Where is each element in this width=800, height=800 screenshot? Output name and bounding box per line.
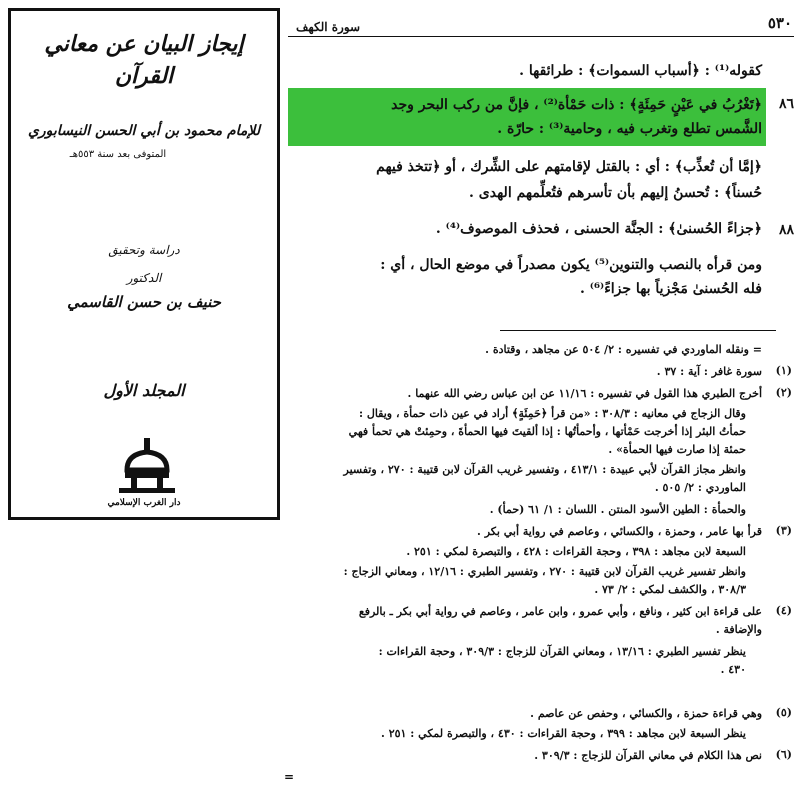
main-text-line: ﴿جزاءً الحُسنىٰ﴾ : الجنَّة الحسنى ، فحذف الموصوف⁽⁴⁾ . (435, 221, 762, 237)
footnote-line: والحمأة : الطين الأسود المنتن . اللسان : ١/ ٦١ (حمأ) . (489, 503, 746, 516)
cover-author: للإمام محمود بن أبي الحسن النيسابوري (27, 123, 261, 139)
continuation-mark: = (284, 770, 295, 784)
book-cover (8, 8, 280, 520)
footnote-line: حمئة إذا صارت فيها الحمأة» . (608, 443, 746, 456)
footnote-line: سورة غافر : آية : ٣٧ . (656, 365, 762, 378)
publisher-logo-icon (115, 436, 179, 494)
page-number: ٥٣٠ (767, 14, 792, 32)
footnote-number: (٦) (775, 748, 792, 761)
verse-number: ٨٨ (778, 222, 794, 238)
footnote-line: السبعة لابن مجاهد : ٣٩٨ ، وحجة القراءات : ٤٢٨ ، والتبصرة لمكي : ٢٥١ . (406, 545, 746, 558)
footnote-line: حمأتُ البئر إذا أخرجت حَمْأتها ، وأحمأتُها : إذا ألقيتَ فيها الحمأةَ ، وحمِئتْ هي تحمأ فهي (348, 425, 746, 438)
main-text-line: ﴿إمَّا أن تُعذِّب﴾ : أي : بالقتل لإقامتهم على الشِّرك ، أو ﴿تتخذ فيهم (376, 159, 762, 175)
footnote-number: (٤) (775, 604, 792, 617)
main-text-line: فله الحُسنىٰ مَجْزياً بها جزاءً⁽⁶⁾ . (579, 281, 762, 297)
footnote-line: نص هذا الكلام في معاني القرآن للزجاج : ٣٠٩/٣ . (534, 749, 762, 762)
main-text-line: ﴿تَغْرُبُ في عَيْنٍ حَمِئَةٍ﴾ : ذات حَمْأة⁽²⁾ ، فإنَّ من ركب البحر وجد (391, 97, 762, 113)
footnote-line: ينظر السبعة لابن مجاهد : ٣٩٩ ، وحجة القراءات : ٤٣٠ ، والتبصرة لمكي : ٢٥١ . (381, 727, 746, 740)
surah-name: سورة الكهف (296, 20, 361, 34)
verse-number: ٨٦ (778, 96, 794, 112)
footnote-line: ٤٣٠ . (720, 663, 746, 676)
footnote-number: (١) (775, 364, 792, 377)
footnote-line: على قراءة ابن كثير ، ونافع ، وأبي عمرو ، وابن عامر ، وعاصم في رواية أبي بكر ـ بالرفع (358, 605, 762, 618)
footnote-number: (٥) (775, 706, 792, 719)
cover-title: إيجاز البيان عن معاني القرآن (44, 31, 244, 89)
cover-doctor-label: الدكتور (126, 271, 162, 285)
footnote-line: أخرج الطبري هذا القول في تفسيره : ١١/١٦ عن ابن عباس رضي الله عنهما . (407, 387, 762, 400)
footnote-line: وهي قراءة حمزة ، والكسائي ، وحفص عن عاصم . (530, 707, 762, 720)
footnote-line: ٣٠٨/٣ ، والكشف لمكي : ٢/ ٧٣ . (594, 583, 746, 596)
main-text-line: كقوله⁽¹⁾ : ﴿أسباب السموات﴾ : طرائقها . (519, 63, 762, 79)
main-text-line: ومن قرأه بالنصب والتنوين⁽⁵⁾ يكون مصدراً في موضع الحال ، أي : (380, 257, 762, 273)
footnote-line: قرأ بها عامر ، وحمزة ، والكسائي ، وعاصم في رواية أبي بكر . (477, 525, 762, 538)
main-text-line: الشَّمس تطلع وتغرب فيه ، وحامية⁽³⁾ : حارّة . (497, 121, 762, 137)
main-text-line: حُسناً﴾ : تُحسنُ إليهم بأن تأسرهم فتُعلِّمهم الهدى . (469, 185, 762, 201)
cover-volume: المجلد الأول (103, 381, 185, 400)
footnote-number: (٣) (775, 524, 792, 537)
footnote-divider (500, 330, 776, 331)
footnote-line: وانظر تفسير غريب القرآن لابن قتيبة : ٢٧٠ ، وتفسير الطبري : ١٢/١٦ ، ومعاني الزجاج : (343, 565, 746, 578)
footnote-line: ينظر تفسير الطبري : ١٣/١٦ ، ومعاني القرآن للزجاج : ٣٠٩/٣ ، وحجة القراءات : (378, 645, 746, 658)
footnote-line: وانظر مجاز القرآن لأبي عبيدة : ٤١٣/١ ، وتفسير غريب القرآن لابن قتيبة : ٢٧٠ ، وتفسير (343, 463, 746, 476)
cover-editor: حنيف بن حسن القاسمي (67, 293, 221, 311)
cover-publisher: دار الغرب الإسلامي (107, 498, 181, 508)
footnote-line: وقال الزجاج في معانيه : ٣٠٨/٣ : «من قرأ ﴿حَمِئَةٍ﴾ أراد في عين ذات حمأة ، ويقال : (358, 407, 746, 420)
footnote-line: = ونقله الماوردي في تفسيره : ٢/ ٥٠٤ عن مجاهد ، وقتادة . (485, 343, 762, 356)
cover-study-label: دراسة وتحقيق (108, 243, 180, 257)
cover-death-date: المتوفى بعد سنة ٥٥٣هـ (69, 149, 167, 160)
footnote-number: (٢) (775, 386, 792, 399)
footnote-line: الماوردي : ٢/ ٥٠٥ . (654, 481, 746, 494)
footnote-line: والإضافة . (715, 623, 762, 636)
header-divider (288, 36, 794, 37)
